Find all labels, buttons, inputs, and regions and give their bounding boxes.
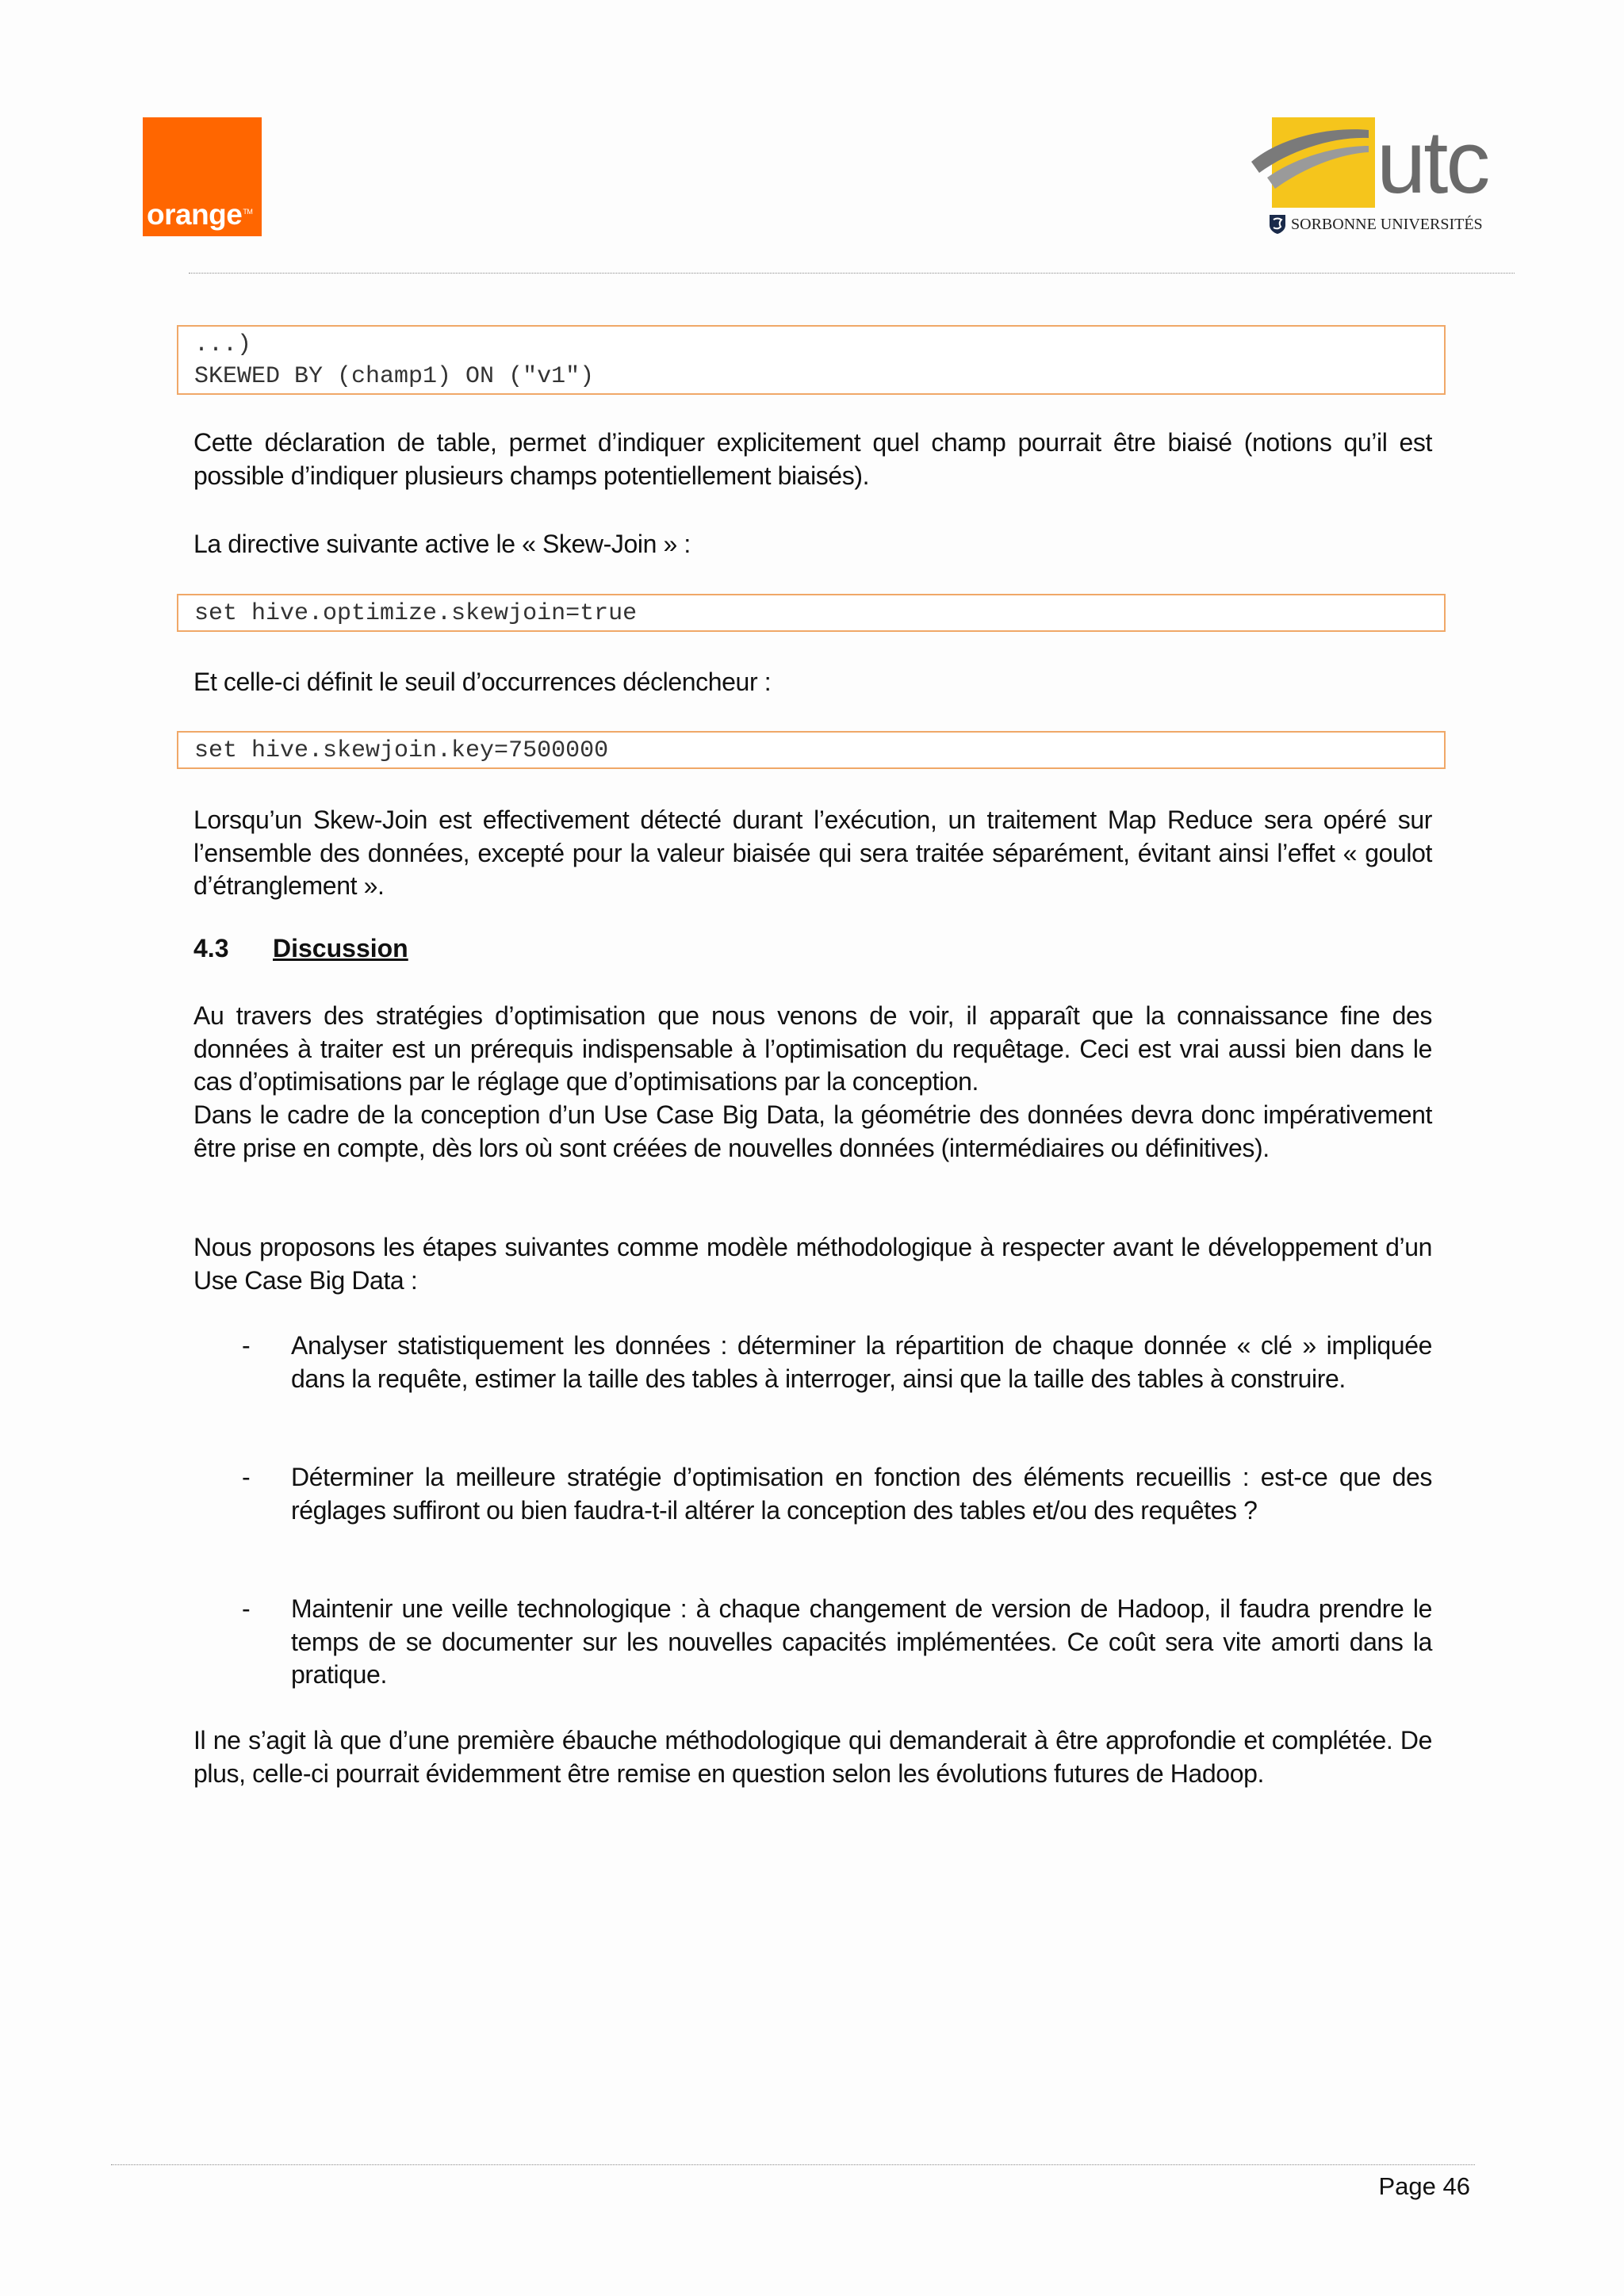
- section-title: Discussion: [273, 934, 408, 962]
- bullet-text: Maintenir une veille technologique : à chaque changement de version de Hadoop, il faudra prendre le temps de se documenter sur les nouvelles capacités implémentées. Ce coût sera vite amorti dans la pratique.: [291, 1594, 1432, 1689]
- code-block-optimize-skewjoin: set hive.optimize.skewjoin=true: [177, 594, 1446, 632]
- section-heading: [193, 932, 408, 965]
- page-number: Page 46: [1378, 2172, 1470, 2200]
- sorbonne-label: [1269, 212, 1483, 236]
- utc-wordmark: utc: [1377, 113, 1488, 212]
- bullet-marker: -: [242, 1594, 251, 1623]
- list-item: [242, 1593, 1432, 1692]
- paragraph-threshold: Et celle-ci définit le seuil d’occurrences déclencheur :: [193, 668, 772, 696]
- paragraph-skew-join-directive: La directive suivante active le « Skew-Join » :: [193, 530, 691, 558]
- paragraph-use-case-design: Dans le cadre de la conception d’un Use Case Big Data, la géométrie des données devra donc impérativement être prise en compte, dès lors où sont créées de nouvelles données (intermédiaires ou définitives).: [193, 1100, 1432, 1162]
- paragraph-methodology-intro: Nous proposons les étapes suivantes comme modèle méthodologique à respecter avant le développement d’un Use Case Big Data :: [193, 1233, 1432, 1295]
- utc-logo: [1248, 111, 1515, 246]
- code-block-skewjoin-key: set hive.skewjoin.key=7500000: [177, 731, 1446, 769]
- bullet-text: Analyser statistiquement les données : déterminer la répartition de chaque donnée « clé » impliquée dans la requête, estimer la taille des tables à interroger, ainsi que la taille des tables à construire.: [291, 1331, 1432, 1393]
- footer-divider: [111, 2164, 1475, 2165]
- paragraph-conclusion: Il ne s’agit là que d’une première ébauche méthodologique qui demanderait à être approfondie et complétée. De plus, celle-ci pourrait évidemment être remise en question selon les évolutions futures de Hadoop.: [193, 1726, 1432, 1788]
- orange-logo: [143, 117, 262, 236]
- bullet-marker: -: [242, 1331, 251, 1360]
- section-number: 4.3: [193, 934, 229, 962]
- sorbonne-text: SORBONNE UNIVERSITÉS: [1291, 215, 1483, 233]
- paragraph-skew-join-detected: Lorsqu’un Skew-Join est effectivement détecté durant l’exécution, un traitement Map Reduce sera opéré sur l’ensemble des données, excepté pour la valeur biaisée qui sera traitée séparément, évitant ainsi l’effet « goulot d’étranglement ».: [193, 806, 1432, 901]
- bullet-marker: -: [242, 1463, 251, 1491]
- paragraph-table-declaration: Cette déclaration de table, permet d’indiquer explicitement quel champ pourrait être biaisé (notions qu’il est possible d’indiquer plusieurs champs potentiellement biaisés).: [193, 428, 1432, 490]
- list-item: [242, 1461, 1432, 1527]
- header-divider: [189, 273, 1515, 274]
- shield-icon: [1269, 214, 1286, 235]
- paragraph-optimisation-strategies: Au travers des stratégies d’optimisation que nous venons de voir, il apparaît que la connaissance fine des données à traiter est un prérequis indispensable à l’optimisation du requêtage. Ceci est vrai aussi bien dans le cas d’optimisations par le réglage que d’optimisations par la conception.: [193, 1001, 1432, 1096]
- list-item: [242, 1330, 1432, 1395]
- bullet-text: Déterminer la meilleure stratégie d’optimisation en fonction des éléments recueillis : est-ce que des réglages suffiront ou bien faudra-t-il altérer la conception des tables et/ou des requêtes ?: [291, 1463, 1432, 1525]
- orange-logo-text: orange™: [147, 198, 253, 231]
- code-block-skewed-by: ...) SKEWED BY (champ1) ON ("v1"): [177, 325, 1446, 395]
